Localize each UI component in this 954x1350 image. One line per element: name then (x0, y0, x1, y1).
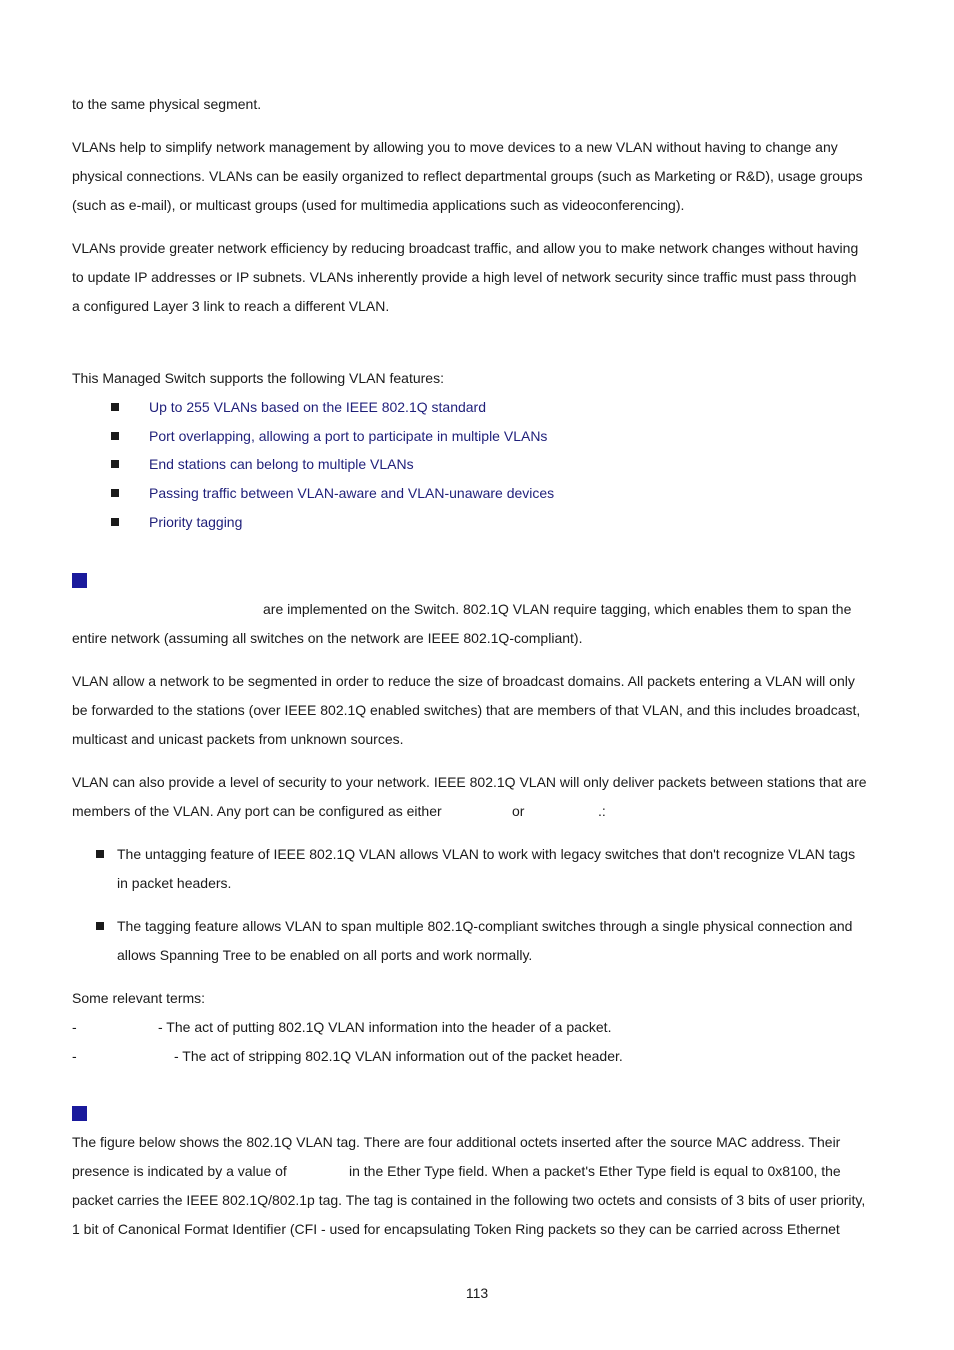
page-number: 113 (465, 1285, 489, 1301)
bullet-icon (111, 403, 119, 411)
paragraph-fragment: or (512, 803, 525, 819)
paragraph-line: VLANs help to simplify network management by allowing you to move devices to a new VLAN without having to change any (72, 139, 838, 155)
features-lead: This Managed Switch supports the following VLAN features: (72, 370, 444, 386)
feature-item: Passing traffic between VLAN-aware and VLAN-unaware devices (149, 485, 555, 501)
paragraph-line: physical connections. VLANs can be easily organized to reflect departmental groups (such as Marketing or R&D), usage groups (72, 168, 863, 184)
paragraph-line: entire network (assuming all switches on the network are IEEE 802.1Q-compliant). (72, 630, 583, 646)
paragraph-line: VLAN can also provide a level of security to your network. IEEE 802.1Q VLAN will only deliver packets between stations that are (72, 774, 867, 790)
paragraph-line: presence is indicated by a value of (72, 1163, 287, 1179)
paragraph-line: a configured Layer 3 link to reach a different VLAN. (72, 298, 390, 314)
bullet-icon (96, 850, 104, 858)
section-heading-square-icon (72, 1106, 87, 1121)
paragraph-line: be forwarded to the stations (over IEEE 802.1Q enabled switches) that are members of that VLAN, and this includes broadcast, (72, 702, 861, 718)
paragraph-fragment: in the Ether Type field. When a packet's Ether Type field is equal to 0x8100, the (349, 1163, 841, 1179)
bullet-icon (111, 432, 119, 440)
term-dash: - (72, 1048, 77, 1064)
intro-line: to the same physical segment. (72, 96, 262, 112)
bullet-icon (96, 922, 104, 930)
paragraph-line: VLAN allow a network to be segmented in order to reduce the size of broadcast domains. All packets entering a VLAN will only (72, 673, 855, 689)
paragraph-line: packet carries the IEEE 802.1Q/802.1p tag. The tag is contained in the following two octets and consists of 3 bits of user priority, (72, 1192, 866, 1208)
bullet-icon (111, 489, 119, 497)
paragraph-line: are implemented on the Switch. 802.1Q VLAN require tagging, which enables them to span the (263, 601, 852, 617)
paragraph-line: (such as e-mail), or multicast groups (used for multimedia applications such as videoconferencing). (72, 197, 685, 213)
feature-item: Up to 255 VLANs based on the IEEE 802.1Q standard (149, 399, 486, 415)
bullet-icon (111, 460, 119, 468)
feature-item: End stations can belong to multiple VLANs (149, 456, 414, 472)
paragraph-line: to update IP addresses or IP subnets. VLANs inherently provide a high level of network security since traffic must pass through (72, 269, 857, 285)
feature-item: Priority tagging (149, 514, 243, 530)
paragraph-line: multicast and unicast packets from unknown sources. (72, 731, 404, 747)
term-definition: - The act of putting 802.1Q VLAN information into the header of a packet. (158, 1019, 612, 1035)
term-definition: - The act of stripping 802.1Q VLAN information out of the packet header. (174, 1048, 623, 1064)
paragraph-line: VLANs provide greater network efficiency by reducing broadcast traffic, and allow you to make network changes without having (72, 240, 859, 256)
bullet-line: The untagging feature of IEEE 802.1Q VLAN allows VLAN to work with legacy switches that don't recognize VLAN tags (117, 846, 856, 862)
feature-item: Port overlapping, allowing a port to participate in multiple VLANs (149, 428, 548, 444)
paragraph-line: members of the VLAN. Any port can be configured as either (72, 803, 442, 819)
term-dash: - (72, 1019, 77, 1035)
bullet-line: The tagging feature allows VLAN to span multiple 802.1Q-compliant switches through a single physical connection and (117, 918, 853, 934)
paragraph-line: 1 bit of Canonical Format Identifier (CFI - used for encapsulating Token Ring packets so they can be carried across Ethernet (72, 1221, 840, 1237)
paragraph-fragment: .: (598, 803, 606, 819)
section-heading-square-icon (72, 573, 87, 588)
paragraph-line: The figure below shows the 802.1Q VLAN tag. There are four additional octets inserted after the source MAC address. Their (72, 1134, 841, 1150)
bullet-line: allows Spanning Tree to be enabled on all ports and work normally. (117, 947, 533, 963)
bullet-icon (111, 518, 119, 526)
terms-lead: Some relevant terms: (72, 990, 206, 1006)
bullet-line: in packet headers. (117, 875, 232, 891)
